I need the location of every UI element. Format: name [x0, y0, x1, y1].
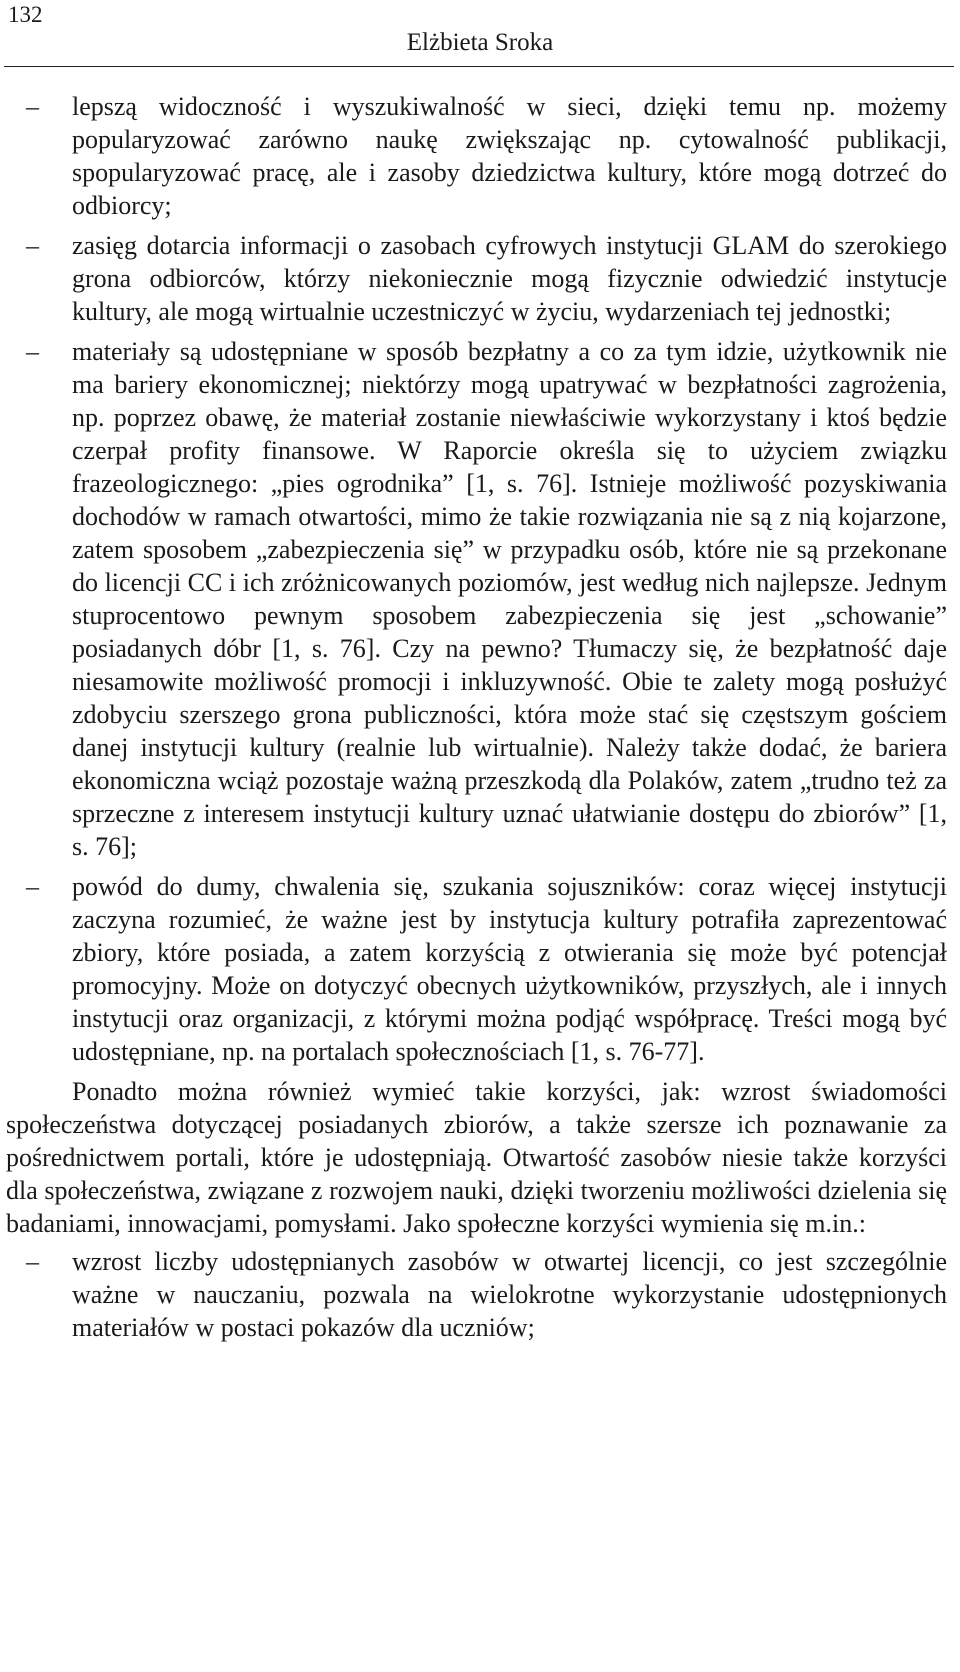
list-item: [0, 1245, 960, 1344]
dash-marker: –: [26, 1247, 39, 1276]
list-item-text: lepszą widoczność i wyszukiwalność w sieci, dzięki temu np. możemy popularyzować zarówno naukę zwiększając np. cytowalność publikacji, spopularyzować pracę, ale i zasoby dziedzictwa kultury, które mogą dotrzeć do odbiorcy;: [72, 92, 947, 220]
list-item: [0, 335, 960, 863]
list-item: [0, 90, 960, 222]
body-paragraph: Ponadto można również wymieć takie korzyści, jak: wzrost świadomości społeczeństwa dotyczącej posiadanych zbiorów, a także szersze ich poznawanie za pośrednictwem portali, które je udostępniają. Otwartość zasobów niesie także korzyści dla społeczeństwa, związane z rozwojem nauki, dzięki tworzeniu możliwości dzielenia się badaniami, innowacjami, pomysłami. Jako społeczne korzyści wymienia się m.in.:: [6, 1077, 947, 1238]
document-body: [0, 90, 960, 1351]
dash-marker: –: [26, 872, 39, 901]
list-item-text: wzrost liczby udostępnianych zasobów w otwartej licencji, co jest szczególnie ważne w nauczaniu, pozwala na wielokrotne wykorzystanie udostępnionych materiałów w postaci pokazów dla uczniów;: [72, 1247, 947, 1342]
dash-marker: –: [26, 337, 39, 366]
running-head-author: Elżbieta Sroka: [406, 29, 554, 56]
list-item: [0, 229, 960, 328]
dash-marker: –: [26, 231, 39, 260]
list-item-text: powód do dumy, chwalenia się, szukania sojuszników: coraz więcej instytucji zaczyna rozumieć, że ważne jest by instytucja kultury potrafiła zaprezentować zbiory, które posiada, a zatem korzyścią z otwierania się może być potencjał promocyjny. Może on dotyczyć obecnych użytkowników, przyszłych, ale i innych instytucji oraz organizacji, z którymi można podjąć współpracę. Treści mogą być udostępniane, np. na portalach społecznościach [1, s. 76-77].: [72, 872, 947, 1066]
list-item-text: materiały są udostępniane w sposób bezpłatny a co za tym idzie, użytkownik nie ma bariery ekonomicznej; niektórzy mogą upatrywać w bezpłatności zagrożenia, np. poprzez obawę, że materiał zostanie niewłaściwie wykorzystany i ktoś będzie czerpał profity finansowe. W Raporcie określa się to użyciem związku frazeologicznego: „pies ogrodnika” [1, s. 76]. Istnieje możliwość pozyskiwania dochodów w ramach otwartości, mimo że takie rozwiązania nie są z nią kojarzone, zatem sposobem „zabezpieczenia się” w przypadku osób, które nie są przekonane do licencji CC i ich zróżnicowanych poziomów, jest według nich najlepsze. Jednym stuprocentowo pewnym sposobem zabezpieczenia się jest „schowanie” posiadanych dóbr [1, s. 76]. Czy na pewno? Tłumaczy się, że bezpłatność daje niesamowite możliwość promocji i inkluzywność. Obie te zalety mogą posłużyć zdobyciu szerszego grona publiczności, która może stać się częstszym gościem danej instytucji kultury (realnie lub wirtualnie). Należy także dodać, że bariera ekonomiczna wciąż pozostaje ważną przeszkodą dla Polaków, zatem „trudno też za sprzeczne z interesem instytucji kultury uznać ułatwianie dostępu do zbiorów” [1, s. 76];: [72, 337, 947, 861]
dash-marker: –: [26, 92, 39, 121]
page-number: 132: [8, 2, 43, 27]
list-item: [0, 870, 960, 1068]
list-item-text: zasięg dotarcia informacji o zasobach cyfrowych instytucji GLAM do szerokiego grona odbiorców, którzy niekoniecznie mogą fizycznie odwiedzić instytucje kultury, ale mogą wirtualnie uczestniczyć w życiu, wydarzeniach tej jednostki;: [72, 231, 947, 326]
header-rule: [4, 66, 954, 67]
